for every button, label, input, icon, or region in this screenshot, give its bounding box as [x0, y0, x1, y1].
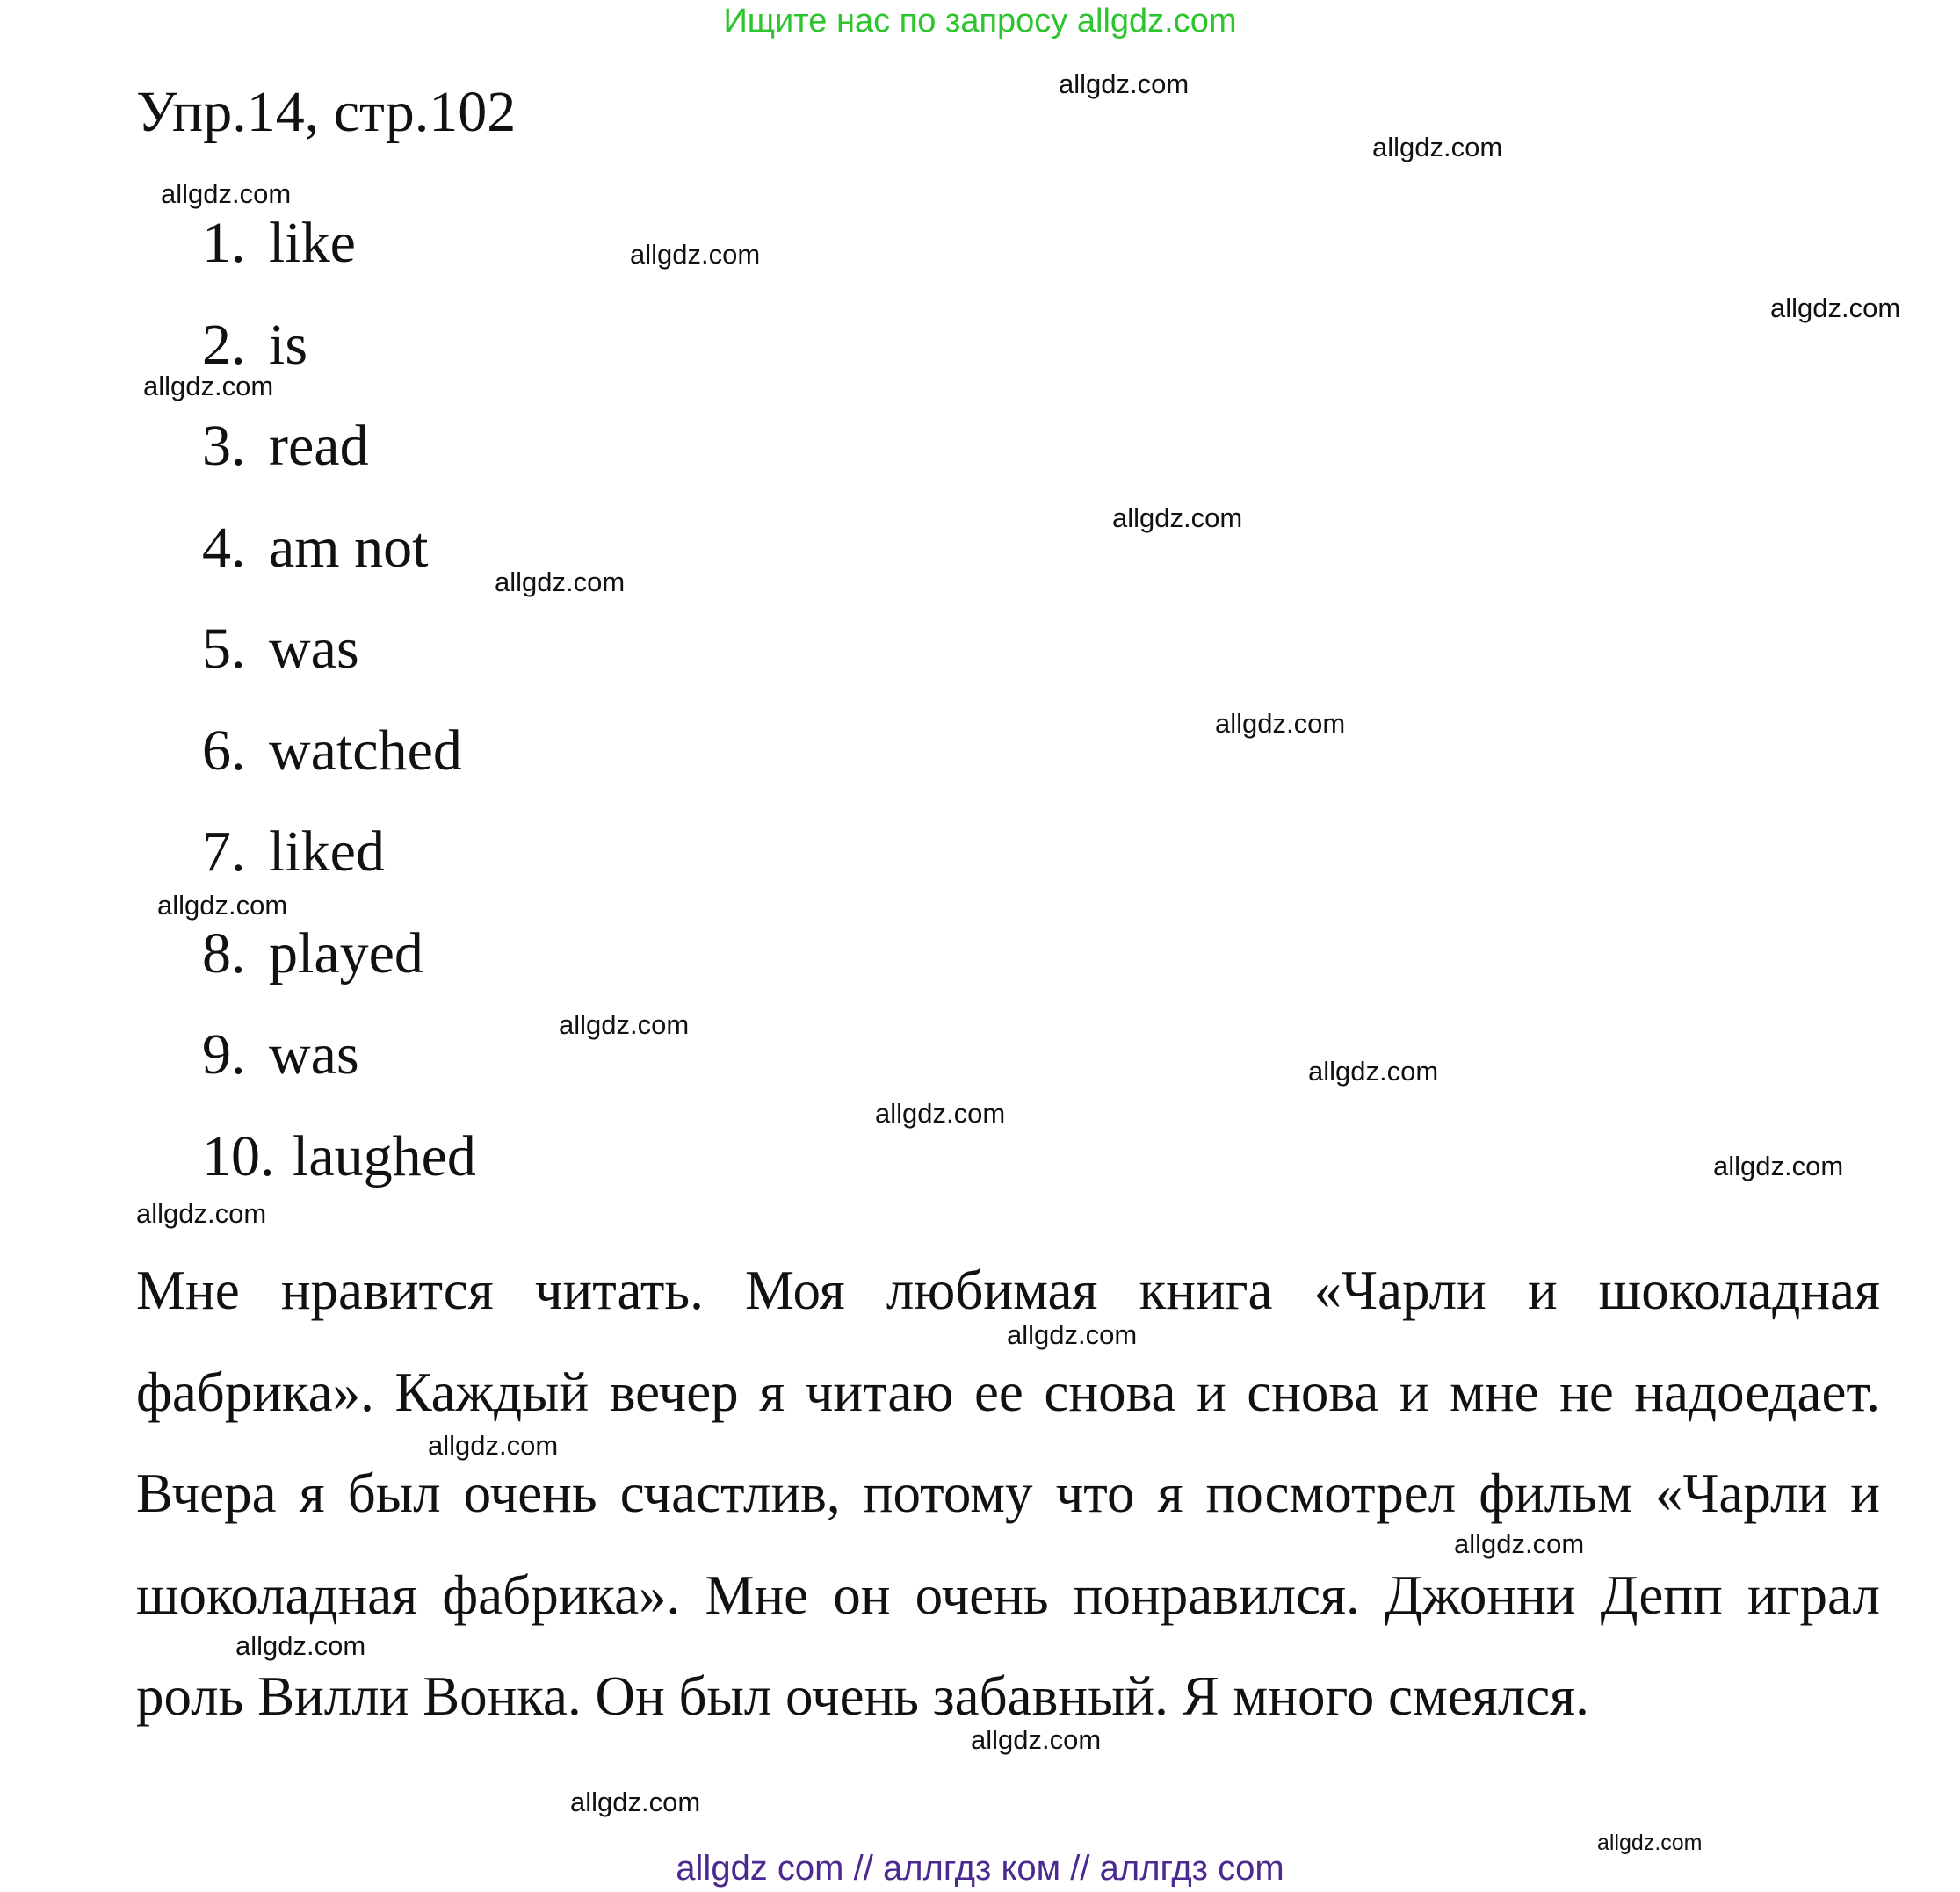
answer-text: liked — [269, 820, 385, 884]
answer-text: laughed — [293, 1123, 476, 1188]
watermark: allgdz.com — [570, 1787, 701, 1817]
watermark: allgdz.com — [1454, 1528, 1585, 1559]
answer-text: is — [269, 312, 308, 377]
watermark: allgdz.com — [1215, 708, 1346, 739]
answer-item — [202, 611, 476, 713]
answer-list — [202, 206, 476, 1220]
footer-links: allgdz com // аллгдз ком // аллгдз com — [676, 1849, 1284, 1888]
answer-number: 8. — [202, 921, 246, 986]
answer-number: 6. — [202, 718, 246, 783]
answer-text: watched — [269, 718, 462, 783]
top-banner: Ищите нас по запросу allgdz.com — [723, 3, 1237, 40]
answer-item — [202, 206, 476, 307]
answer-text: read — [269, 414, 369, 478]
watermark: allgdz.com — [1597, 1831, 1703, 1855]
watermark: allgdz.com — [428, 1430, 559, 1461]
answer-item — [202, 510, 476, 612]
answer-item — [202, 713, 476, 815]
watermark: allgdz.com — [157, 890, 288, 921]
answer-item — [202, 916, 476, 1018]
answer-text: was — [269, 1022, 359, 1087]
watermark: allgdz.com — [1713, 1151, 1844, 1181]
answer-item — [202, 408, 476, 510]
translation-paragraph: Мне нравится читать. Моя любимая книга «Чарли и шоколадная фабрика». Каждый вечер я читаю ее снова и снова и мне не надоедает. Вчера я был очень счастлив, потому что я посмотрел фильм «Чарли и шоколадная фабрика». Мне он очень понравился. Джонни Депп играл роль Вилли Вонка. Он был очень забавный. Я много смеялся. — [136, 1260, 1880, 1727]
answer-number: 1. — [202, 211, 246, 275]
watermark: allgdz.com — [1059, 69, 1190, 99]
answer-text: am not — [269, 515, 429, 580]
answer-number: 10. — [202, 1123, 275, 1188]
watermark: allgdz.com — [875, 1098, 1006, 1129]
watermark: allgdz.com — [495, 567, 626, 597]
watermark: allgdz.com — [143, 371, 274, 401]
watermark: allgdz.com — [1770, 292, 1901, 323]
answer-number: 7. — [202, 820, 246, 884]
answer-text: was — [269, 617, 359, 681]
watermark: allgdz.com — [630, 239, 761, 270]
answer-number: 3. — [202, 414, 246, 478]
answer-text: played — [269, 921, 423, 986]
watermark: allgdz.com — [235, 1630, 366, 1661]
answer-number: 4. — [202, 515, 246, 580]
watermark: allgdz.com — [559, 1009, 690, 1040]
answer-text: like — [269, 211, 356, 275]
watermark: allgdz.com — [1007, 1319, 1138, 1350]
watermark: allgdz.com — [1372, 132, 1503, 162]
answer-number: 2. — [202, 312, 246, 377]
watermark: allgdz.com — [971, 1724, 1102, 1755]
watermark: allgdz.com — [136, 1198, 267, 1229]
watermark: allgdz.com — [1112, 502, 1243, 533]
answer-number: 5. — [202, 617, 246, 681]
watermark: allgdz.com — [161, 178, 292, 209]
answer-item — [202, 1017, 476, 1119]
watermark: allgdz.com — [1308, 1056, 1439, 1087]
answer-number: 9. — [202, 1022, 246, 1087]
exercise-title: Упр.14, стр.102 — [136, 80, 517, 144]
